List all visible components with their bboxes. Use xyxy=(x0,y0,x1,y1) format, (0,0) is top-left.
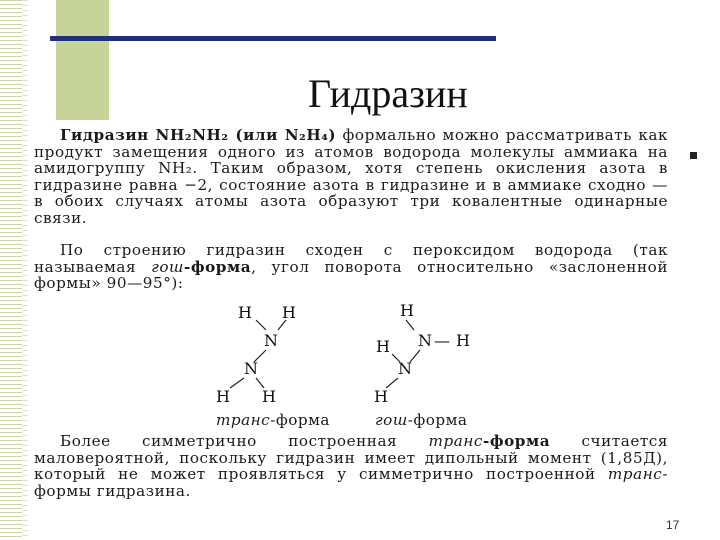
trans-caption-rest: -форма xyxy=(270,411,330,429)
paragraph-2 xyxy=(34,242,668,292)
trans-atom-h1: H xyxy=(238,303,252,322)
paragraph-1-lead: Гидразин NH₂NH₂ (или N₂H₄) xyxy=(60,126,337,144)
paragraph-2-emphasis: гош xyxy=(151,257,184,276)
trans-bond-1 xyxy=(256,320,266,330)
paragraph-3-text-1: Более симметрично построенная xyxy=(60,432,429,450)
trans-atom-h3: H xyxy=(216,387,230,406)
gauche-atom-n2: N xyxy=(398,359,412,378)
trans-caption-em: транс xyxy=(216,411,271,429)
gauche-atom-h1: H xyxy=(400,301,414,320)
paragraph-3-emphasis: транс xyxy=(428,432,483,450)
trans-atom-h4: H xyxy=(262,387,276,406)
gauche-atom-h3: H xyxy=(376,337,390,356)
paragraph-2-bold: -форма xyxy=(184,257,252,276)
paragraph-3-emphasis-2: транс xyxy=(607,465,663,484)
title-rule xyxy=(50,36,496,41)
paragraph-3-bold: -форма xyxy=(483,432,551,450)
gauche-atom-h2: H xyxy=(456,331,470,350)
bullet-marker xyxy=(690,152,697,159)
paragraph-3 xyxy=(34,433,668,499)
gauche-caption xyxy=(375,411,467,429)
left-decorative-stripe-light xyxy=(22,0,28,540)
gauche-caption-rest: -форма xyxy=(407,411,468,429)
gauche-bond-1 xyxy=(406,320,414,330)
trans-atom-n2: N xyxy=(244,359,258,378)
page-number: 17 xyxy=(666,518,680,532)
paragraph-3-text-3: -формы гидразина. xyxy=(34,465,668,500)
gauche-bond-label: — xyxy=(434,331,450,350)
trans-caption xyxy=(216,411,330,429)
trans-atom-h2: H xyxy=(282,303,296,322)
paragraph-3-text-2: считается маловероятной, поскольку гидразин имеет дипольный момент (1,85Д), который не может проявляться у симметрично построенной xyxy=(34,432,668,484)
paragraph-2-text-1: По строению гидразин сходен с пероксидом водорода (так называемая xyxy=(34,241,668,276)
gauche-atom-n1: N xyxy=(418,331,432,350)
paragraph-2-text-2: , угол поворота относительно «заслоненной формы» 90—95°): xyxy=(34,257,668,293)
trans-bond-4 xyxy=(230,378,244,388)
trans-atom-n1: N xyxy=(264,331,278,350)
gauche-caption-em: гош xyxy=(375,411,408,429)
paragraph-1 xyxy=(34,127,668,227)
paragraph-1-text: формально можно рассматривать как продукт замещения одного из атомов водорода молекулы аммиака на амидогруппу NH₂. Таким образом, хотя степень окисления азота в гидразине равна −2, состояние азота в гидразине и в аммиаке сходно — в обоих случаях атомы азота образуют три ковалентные одинарные связи. xyxy=(34,126,669,227)
olive-accent-block xyxy=(56,0,109,120)
slide-title: Гидразин xyxy=(308,71,468,116)
left-decorative-stripe xyxy=(0,0,22,540)
gauche-atom-h4: H xyxy=(374,387,388,406)
